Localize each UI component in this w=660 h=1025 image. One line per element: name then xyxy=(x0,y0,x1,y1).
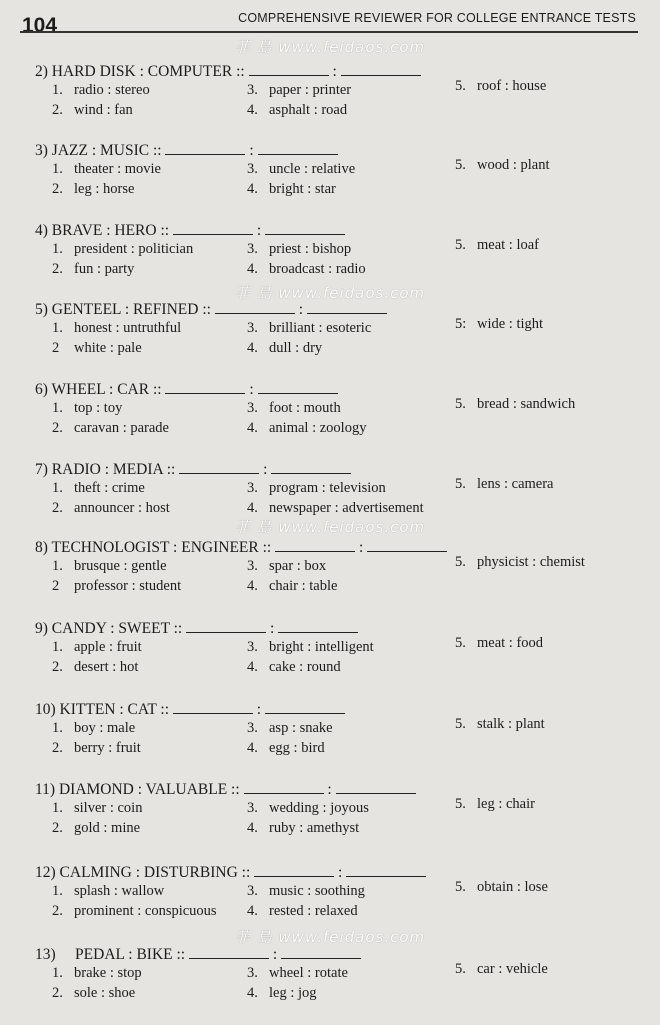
choice-text: bright : star xyxy=(269,181,336,197)
question-stem xyxy=(35,140,338,160)
choice-text: music : soothing xyxy=(269,883,365,899)
choice-text: sole : shoe xyxy=(74,985,136,1001)
watermark-text: 菲 島 www.feidaos.com xyxy=(234,284,426,302)
question-item xyxy=(0,618,660,694)
choice-text: caravan : parade xyxy=(74,420,169,436)
question-item xyxy=(0,220,660,296)
choice-text: wood : plant xyxy=(477,157,550,173)
watermark-text: 菲 島 www.feidaos.com xyxy=(234,38,426,56)
choice-text: leg : horse xyxy=(74,181,135,197)
blank-separator: : xyxy=(266,620,279,637)
choice-number: 4. xyxy=(247,740,258,756)
answer-choice xyxy=(52,800,142,817)
choice-text: bright : intelligent xyxy=(269,639,374,655)
answer-choice xyxy=(52,883,164,900)
answer-choice xyxy=(52,161,161,178)
question-stem xyxy=(35,862,426,882)
choice-text: dull : dry xyxy=(269,340,323,356)
choice-number: 3. xyxy=(247,639,258,655)
choice-text: animal : zoology xyxy=(269,420,367,436)
choice-text: priest : bishop xyxy=(269,241,352,257)
answer-choice xyxy=(247,400,341,417)
answer-choice xyxy=(247,903,358,920)
answer-choice xyxy=(455,396,575,413)
choice-text: desert : hot xyxy=(74,659,139,675)
choice-text: cake : round xyxy=(269,659,341,675)
answer-choice xyxy=(52,740,141,757)
question-item xyxy=(0,299,660,375)
choice-number: 1. xyxy=(52,82,63,98)
choice-text: spar : box xyxy=(269,558,327,574)
answer-choice xyxy=(52,578,181,595)
choice-number: 1. xyxy=(52,720,63,736)
choice-number: 4. xyxy=(247,261,258,277)
question-item xyxy=(0,459,660,535)
choice-text: brilliant : esoteric xyxy=(269,320,372,336)
answer-choice xyxy=(247,578,337,595)
answer-blank xyxy=(281,944,361,959)
answer-choice xyxy=(52,340,142,357)
choice-number: 4. xyxy=(247,578,258,594)
choice-text: theater : movie xyxy=(74,161,161,177)
answer-choice xyxy=(52,102,133,119)
answer-choice xyxy=(247,800,369,817)
answer-choice xyxy=(52,181,134,198)
choice-number: 3. xyxy=(247,883,258,899)
choice-text: asphalt : road xyxy=(269,102,348,118)
choice-text: bread : sandwich xyxy=(477,396,576,412)
choice-text: leg : jog xyxy=(269,985,317,1001)
answer-blank xyxy=(275,537,355,552)
choice-text: president : politician xyxy=(74,241,194,257)
answer-choice xyxy=(52,820,140,837)
answer-choice xyxy=(247,161,355,178)
answer-blank xyxy=(265,220,345,235)
answer-choice xyxy=(247,320,371,337)
question-stem-text: 12) CALMING : DISTURBING :: xyxy=(35,864,251,881)
answer-blank xyxy=(165,140,245,155)
choice-text: roof : house xyxy=(477,78,547,94)
choice-text: white : pale xyxy=(74,340,142,356)
answer-blank xyxy=(173,220,253,235)
answer-choice xyxy=(247,740,325,757)
answer-choice xyxy=(52,985,135,1002)
question-item xyxy=(0,779,660,855)
choice-text: rested : relaxed xyxy=(269,903,358,919)
question-stem xyxy=(35,299,387,319)
answer-blank xyxy=(186,618,266,633)
question-stem-text: 9) CANDY : SWEET :: xyxy=(35,620,183,637)
answer-choice xyxy=(455,796,535,813)
choice-text: leg : chair xyxy=(477,796,535,812)
answer-choice xyxy=(455,316,543,333)
choice-text: egg : bird xyxy=(269,740,325,756)
page-number: 104 xyxy=(22,14,58,37)
blank-separator: : xyxy=(252,701,265,718)
choice-number: 1. xyxy=(52,161,63,177)
blank-separator: : xyxy=(328,63,341,80)
question-stem-text: 2) HARD DISK : COMPUTER :: xyxy=(35,63,245,80)
answer-blank xyxy=(367,537,447,552)
choice-number: 5. xyxy=(455,237,466,253)
question-stem xyxy=(35,459,351,479)
choice-text: apple : fruit xyxy=(74,639,142,655)
question-stem xyxy=(35,220,345,240)
answer-choice xyxy=(52,558,167,575)
question-stem-text: 8) TECHNOLOGIST : ENGINEER :: xyxy=(35,539,272,556)
answer-choice xyxy=(455,716,545,733)
choice-number: 2. xyxy=(52,820,63,836)
choice-text: stalk : plant xyxy=(477,716,545,732)
choice-number: 2. xyxy=(52,102,63,118)
answer-blank xyxy=(258,379,338,394)
choice-text: paper : printer xyxy=(269,82,352,98)
choice-number: 3. xyxy=(247,82,258,98)
choice-text: boy : male xyxy=(74,720,136,736)
choice-number: 4. xyxy=(247,420,258,436)
choice-text: fun : party xyxy=(74,261,135,277)
question-stem xyxy=(35,537,447,557)
choice-number: 3. xyxy=(247,161,258,177)
choice-text: ruby : amethyst xyxy=(269,820,360,836)
choice-number: 1. xyxy=(52,883,63,899)
question-stem xyxy=(35,944,361,964)
question-item xyxy=(0,862,660,938)
answer-choice xyxy=(247,82,351,99)
choice-text: prominent : conspicuous xyxy=(74,903,217,919)
answer-choice xyxy=(52,659,138,676)
choice-number: 1. xyxy=(52,965,63,981)
blank-separator: : xyxy=(323,781,336,798)
blank-separator: : xyxy=(259,461,272,478)
choice-text: honest : untruthful xyxy=(74,320,182,336)
question-stem xyxy=(35,618,358,638)
choice-text: theft : crime xyxy=(74,480,145,496)
choice-number: 2. xyxy=(52,903,63,919)
choice-text: gold : mine xyxy=(74,820,141,836)
choice-text: program : television xyxy=(269,480,386,496)
blank-separator: : xyxy=(252,222,265,239)
choice-text: car : vehicle xyxy=(477,961,548,977)
choice-text: top : toy xyxy=(74,400,123,416)
choice-text: meat : loaf xyxy=(477,237,540,253)
answer-choice xyxy=(247,500,424,517)
choice-text: radio : stereo xyxy=(74,82,150,98)
question-stem xyxy=(35,379,338,399)
choice-number: 2. xyxy=(52,500,63,516)
choice-number: 3. xyxy=(247,965,258,981)
choice-number: 3. xyxy=(247,558,258,574)
answer-blank xyxy=(215,299,295,314)
question-item xyxy=(0,944,660,1020)
choice-number: 2. xyxy=(52,985,63,1001)
question-stem-text: 4) BRAVE : HERO :: xyxy=(35,222,170,239)
choice-text: lens : camera xyxy=(477,476,554,492)
question-item xyxy=(0,699,660,775)
answer-choice xyxy=(247,720,333,737)
choice-text: newspaper : advertisement xyxy=(269,500,424,516)
answer-choice xyxy=(455,961,548,978)
answer-choice xyxy=(52,420,169,437)
answer-blank xyxy=(307,299,387,314)
answer-choice xyxy=(247,965,348,982)
choice-text: meat : food xyxy=(477,635,544,651)
answer-choice xyxy=(247,340,322,357)
question-stem-text: 11) DIAMOND : VALUABLE :: xyxy=(35,781,240,798)
choice-text: announcer : host xyxy=(74,500,170,516)
choice-text: splash : wallow xyxy=(74,883,165,899)
choice-text: wedding : joyous xyxy=(269,800,369,816)
choice-number: 3. xyxy=(247,400,258,416)
blank-separator: : xyxy=(334,864,347,881)
choice-number: 4. xyxy=(247,181,258,197)
answer-blank xyxy=(341,61,421,76)
choice-number: 5. xyxy=(455,635,466,651)
answer-choice xyxy=(247,820,359,837)
answer-choice xyxy=(52,903,217,920)
answer-blank xyxy=(258,140,338,155)
choice-text: professor : student xyxy=(74,578,182,594)
choice-text: uncle : relative xyxy=(269,161,356,177)
blank-separator: : xyxy=(245,381,258,398)
choice-text: wide : tight xyxy=(477,316,544,332)
choice-number: 3. xyxy=(247,800,258,816)
choice-text: brake : stop xyxy=(74,965,142,981)
answer-choice xyxy=(52,639,142,656)
choice-text: foot : mouth xyxy=(269,400,341,416)
answer-choice xyxy=(52,500,170,517)
question-stem-text: 7) RADIO : MEDIA :: xyxy=(35,461,176,478)
answer-blank xyxy=(165,379,245,394)
question-stem-text: 3) JAZZ : MUSIC :: xyxy=(35,142,162,159)
choice-number: 4. xyxy=(247,659,258,675)
question-stem xyxy=(35,779,416,799)
answer-choice xyxy=(247,102,347,119)
blank-separator: : xyxy=(355,539,368,556)
blank-separator: : xyxy=(269,946,282,963)
choice-number: 5. xyxy=(455,157,466,173)
choice-number: 4. xyxy=(247,903,258,919)
choice-number: 5. xyxy=(455,716,466,732)
choice-text: brusque : gentle xyxy=(74,558,167,574)
choice-number: 2. xyxy=(52,659,63,675)
answer-blank xyxy=(336,779,416,794)
choice-number: 5. xyxy=(455,554,466,570)
answer-choice xyxy=(247,261,366,278)
choice-number: 4. xyxy=(247,500,258,516)
answer-choice xyxy=(52,320,181,337)
question-item xyxy=(0,537,660,613)
answer-blank xyxy=(278,618,358,633)
answer-blank xyxy=(271,459,351,474)
answer-choice xyxy=(247,241,351,258)
answer-choice xyxy=(52,241,193,258)
choice-number: 2 xyxy=(52,578,60,594)
answer-blank xyxy=(346,862,426,877)
choice-number: 5. xyxy=(455,476,466,492)
question-stem-text: 10) KITTEN : CAT :: xyxy=(35,701,170,718)
choice-number: 5. xyxy=(455,961,466,977)
answer-blank xyxy=(179,459,259,474)
answer-choice xyxy=(247,985,317,1002)
answer-blank xyxy=(244,779,324,794)
answer-choice xyxy=(455,78,546,95)
answer-blank xyxy=(189,944,269,959)
answer-choice xyxy=(52,965,142,982)
answer-blank xyxy=(265,699,345,714)
choice-number: 5. xyxy=(455,796,466,812)
running-head: COMPREHENSIVE REVIEWER FOR COLLEGE ENTRANCE TESTS xyxy=(238,11,636,25)
question-item xyxy=(0,61,660,137)
watermark-text: 菲 島 www.feidaos.com xyxy=(234,928,426,946)
answer-choice xyxy=(247,420,366,437)
answer-blank xyxy=(173,699,253,714)
choice-number: 1. xyxy=(52,320,63,336)
question-item xyxy=(0,379,660,455)
answer-choice xyxy=(455,554,585,571)
blank-separator: : xyxy=(294,301,307,318)
choice-text: wind : fan xyxy=(74,102,133,118)
answer-choice xyxy=(247,558,326,575)
choice-number: 1. xyxy=(52,241,63,257)
choice-text: asp : snake xyxy=(269,720,333,736)
choice-number: 3. xyxy=(247,320,258,336)
choice-number: 2. xyxy=(52,261,63,277)
answer-blank xyxy=(254,862,334,877)
answer-choice xyxy=(52,480,145,497)
choice-number: 2 xyxy=(52,340,60,356)
answer-choice xyxy=(247,181,336,198)
choice-number: 2. xyxy=(52,181,63,197)
answer-choice xyxy=(247,659,341,676)
choice-number: 2. xyxy=(52,420,63,436)
choice-text: obtain : lose xyxy=(477,879,548,895)
answer-choice xyxy=(52,82,150,99)
answer-choice xyxy=(247,639,374,656)
question-stem xyxy=(35,699,345,719)
choice-text: chair : table xyxy=(269,578,338,594)
answer-choice xyxy=(455,879,548,896)
choice-text: physicist : chemist xyxy=(477,554,585,570)
choice-text: wheel : rotate xyxy=(269,965,348,981)
choice-text: broadcast : radio xyxy=(269,261,366,277)
answer-choice xyxy=(52,261,134,278)
choice-number: 1. xyxy=(52,639,63,655)
answer-choice xyxy=(52,400,122,417)
watermark-text: 菲 島 www.feidaos.com xyxy=(234,518,426,536)
answer-choice xyxy=(455,635,543,652)
answer-choice xyxy=(247,883,365,900)
answer-choice xyxy=(455,157,550,174)
answer-choice xyxy=(52,720,135,737)
blank-separator: : xyxy=(245,142,258,159)
question-stem-text: 13) PEDAL : BIKE :: xyxy=(35,946,186,963)
question-stem-text: 6) WHEEL : CAR :: xyxy=(35,381,162,398)
choice-number: 1. xyxy=(52,800,63,816)
choice-number: 1. xyxy=(52,480,63,496)
choice-number: 5. xyxy=(455,879,466,895)
choice-text: berry : fruit xyxy=(74,740,141,756)
answer-choice xyxy=(455,476,554,493)
choice-number: 5: xyxy=(455,316,467,332)
choice-number: 5. xyxy=(455,396,466,412)
answer-choice xyxy=(455,237,539,254)
choice-number: 4. xyxy=(247,985,258,1001)
question-stem-text: 5) GENTEEL : REFINED :: xyxy=(35,301,211,318)
choice-number: 4. xyxy=(247,340,258,356)
choice-number: 3. xyxy=(247,480,258,496)
answer-choice xyxy=(247,480,386,497)
question-item xyxy=(0,140,660,216)
choice-number: 4. xyxy=(247,102,258,118)
question-stem xyxy=(35,61,421,81)
choice-text: silver : coin xyxy=(74,800,143,816)
choice-number: 2. xyxy=(52,740,63,756)
choice-number: 3. xyxy=(247,241,258,257)
answer-blank xyxy=(249,61,329,76)
choice-number: 5. xyxy=(455,78,466,94)
header-divider xyxy=(20,31,638,33)
choice-number: 3. xyxy=(247,720,258,736)
choice-number: 1. xyxy=(52,400,63,416)
choice-number: 1. xyxy=(52,558,63,574)
choice-number: 4. xyxy=(247,820,258,836)
